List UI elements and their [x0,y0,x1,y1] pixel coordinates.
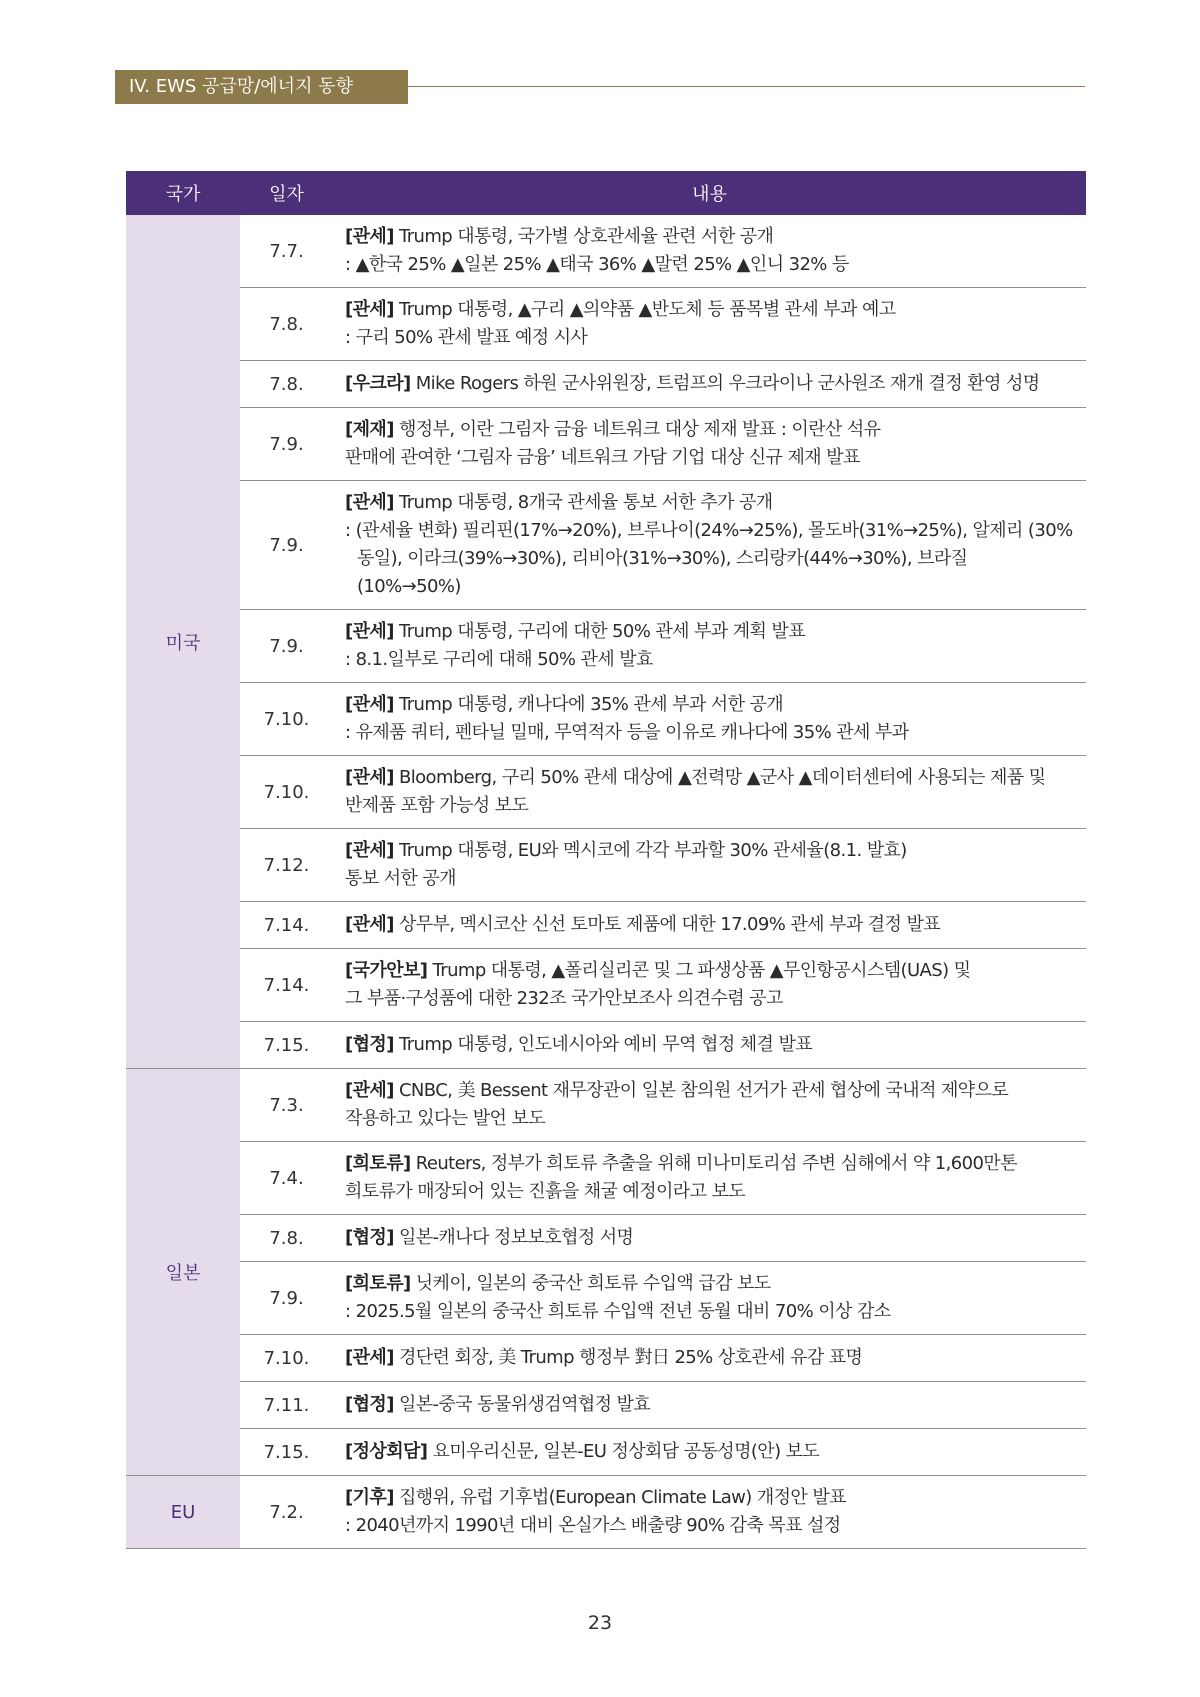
category-tag: [기후] [345,1487,394,1508]
content-cell [333,481,1086,610]
table-row [126,610,1086,683]
content-detail: : 유제품 쿼터, 펜타닐 밀매, 무역적자 등을 이유로 캐나다에 35% 관세 부과 [345,722,909,743]
content-line: Trump 대통령, 국가별 상호관세율 관련 서한 공개 [393,226,774,247]
date-cell: 7.9. [240,408,333,481]
category-tag: [관세] [345,1080,394,1101]
content-cell [333,361,1086,408]
section-divider [408,86,1085,87]
content-cell [333,1215,1086,1262]
content-cell [333,1429,1086,1476]
content-detail: : 2025.5월 일본의 중국산 희토류 수입액 전년 동월 대비 70% 이상 감소 [345,1301,891,1322]
table-header-row [126,171,1086,215]
table-row [126,481,1086,610]
category-tag: [희토류] [345,1153,411,1174]
date-cell: 7.3. [240,1069,333,1142]
date-cell: 7.10. [240,1335,333,1382]
content-cell [333,683,1086,756]
content-cell [333,1335,1086,1382]
content-cell [333,1382,1086,1429]
content-detail: 그 부품·구성품에 대한 232조 국가안보조사 의견수렴 공고 [345,988,783,1009]
table-row [126,1215,1086,1262]
category-tag: [국가안보] [345,960,428,981]
content-line: Trump 대통령, 구리에 대한 50% 관세 부과 계획 발표 [393,621,805,642]
content-cell [333,1142,1086,1215]
content-detail: : (관세율 변화) 필리핀(17%→20%), 브루나이(24%→25%), 몰도바(31%→25%), 알제리 (30% 동일), 이라크(39%→30%), 리비아(31%→30%), 스리랑카(44%→30%), 브라질 (10%→50%) [345,520,1073,597]
date-cell: 7.2. [240,1476,333,1549]
content-detail: : 8.1.일부로 구리에 대해 50% 관세 발효 [345,649,653,670]
table-row [126,1335,1086,1382]
category-tag: [관세] [345,226,394,247]
content-cell [333,408,1086,481]
category-tag: [관세] [345,840,394,861]
table-row [126,949,1086,1022]
category-tag: [희토류] [345,1273,411,1294]
date-cell: 7.14. [240,902,333,949]
category-tag: [정상회담] [345,1441,428,1462]
date-cell: 7.4. [240,1142,333,1215]
category-tag: [협정] [345,1227,394,1248]
content-line: 일본-캐나다 정보보호협정 서명 [393,1227,634,1248]
content-line: 요미우리신문, 일본-EU 정상회담 공동성명(안) 보도 [427,1441,820,1462]
category-tag: [관세] [345,299,394,320]
content-line: Trump 대통령, 캐나다에 35% 관세 부과 서한 공개 [393,694,784,715]
date-cell: 7.10. [240,756,333,829]
content-cell [333,829,1086,902]
table-row [126,1262,1086,1335]
content-line: Trump 대통령, 8개국 관세율 통보 서한 추가 공개 [393,492,773,513]
date-cell: 7.11. [240,1382,333,1429]
table-row [126,683,1086,756]
content-cell [333,215,1086,288]
content-line: 행정부, 이란 그림자 금융 네트워크 대상 제재 발표 : 이란산 석유 [393,419,881,440]
content-line: 일본-중국 동물위생검역협정 발효 [393,1394,651,1415]
content-detail: : 구리 50% 관세 발표 예정 시사 [345,327,588,348]
country-cell: 일본 [126,1069,240,1476]
content-cell [333,1476,1086,1549]
date-cell: 7.8. [240,1215,333,1262]
table-row [126,288,1086,361]
date-cell: 7.7. [240,215,333,288]
category-tag: [협정] [345,1034,394,1055]
category-tag: [관세] [345,1347,394,1368]
date-cell: 7.9. [240,481,333,610]
content-cell [333,949,1086,1022]
content-line: Trump 대통령, ▲폴리실리콘 및 그 파생상품 ▲무인항공시스템(UAS) 및 [427,960,971,981]
content-detail: : ▲한국 25% ▲일본 25% ▲태국 36% ▲말련 25% ▲인니 32% 등 [345,254,849,275]
content-detail: 반제품 포함 가능성 보도 [345,795,529,816]
content-cell [333,610,1086,683]
category-tag: [제재] [345,419,394,440]
date-cell: 7.15. [240,1022,333,1069]
table-row [126,902,1086,949]
content-cell [333,1022,1086,1069]
table-row [126,1022,1086,1069]
content-line: Mike Rogers 하원 군사위원장, 트럼프의 우크라이나 군사원조 재개 결정 환영 성명 [410,373,1040,394]
page-number: 23 [587,1612,613,1634]
country-cell: EU [126,1476,240,1549]
category-tag: [관세] [345,492,394,513]
content-cell [333,1262,1086,1335]
category-tag: [관세] [345,767,394,788]
section-header [115,70,1085,104]
table-row [126,829,1086,902]
header-country: 국가 [126,171,240,215]
table-row [126,1069,1086,1142]
date-cell: 7.9. [240,610,333,683]
news-table [126,171,1086,1549]
content-line: Trump 대통령, EU와 멕시코에 각각 부과할 30% 관세율(8.1. 발효) [393,840,907,861]
content-line: Trump 대통령, 인도네시아와 예비 무역 협정 체결 발표 [393,1034,813,1055]
category-tag: [우크라] [345,373,411,394]
table-row [126,1382,1086,1429]
content-line: Bloomberg, 구리 50% 관세 대상에 ▲전력망 ▲군사 ▲데이터센터에 사용되는 제품 및 [393,767,1046,788]
date-cell: 7.8. [240,288,333,361]
date-cell: 7.12. [240,829,333,902]
content-detail: 작용하고 있다는 발언 보도 [345,1108,546,1129]
content-line: Reuters, 정부가 희토류 추출을 위해 미나미토리섬 주변 심해에서 약 1,600만톤 [410,1153,1017,1174]
table-row [126,361,1086,408]
content-detail: 통보 서한 공개 [345,868,456,889]
content-detail: 희토류가 매장되어 있는 진흙을 채굴 예정이라고 보도 [345,1181,746,1202]
content-line: Trump 대통령, ▲구리 ▲의약품 ▲반도체 등 품목별 관세 부과 예고 [393,299,896,320]
country-cell: 미국 [126,215,240,1069]
content-cell [333,1069,1086,1142]
date-cell: 7.9. [240,1262,333,1335]
content-line: 경단련 회장, 美 Trump 행정부 對日 25% 상호관세 유감 표명 [393,1347,863,1368]
table-row [126,1142,1086,1215]
category-tag: [관세] [345,914,394,935]
table-row [126,756,1086,829]
content-line: 집행위, 유럽 기후법(European Climate Law) 개정안 발표 [393,1487,846,1508]
category-tag: [관세] [345,621,394,642]
date-cell: 7.14. [240,949,333,1022]
content-cell [333,288,1086,361]
table-row [126,1429,1086,1476]
table-row [126,215,1086,288]
content-cell [333,756,1086,829]
header-content: 내용 [333,171,1086,215]
content-detail: 판매에 관여한 ‘그림자 금융’ 네트워크 가담 기업 대상 신규 제재 발표 [345,447,860,468]
category-tag: [관세] [345,694,394,715]
content-detail: : 2040년까지 1990년 대비 온실가스 배출량 90% 감축 목표 설정 [345,1515,841,1536]
content-line: 상무부, 멕시코산 신선 토마토 제품에 대한 17.09% 관세 부과 결정 발표 [393,914,941,935]
date-cell: 7.8. [240,361,333,408]
content-line: CNBC, 美 Bessent 재무장관이 일본 참의원 선거가 관세 협상에 국내적 제약으로 [393,1080,1009,1101]
date-cell: 7.10. [240,683,333,756]
category-tag: [협정] [345,1394,394,1415]
section-title: IV. EWS 공급망/에너지 동향 [115,70,408,104]
table-row [126,408,1086,481]
header-date: 일자 [240,171,333,215]
content-line: 닛케이, 일본의 중국산 희토류 수입액 급감 보도 [410,1273,771,1294]
date-cell: 7.15. [240,1429,333,1476]
table-row [126,1476,1086,1549]
content-cell [333,902,1086,949]
